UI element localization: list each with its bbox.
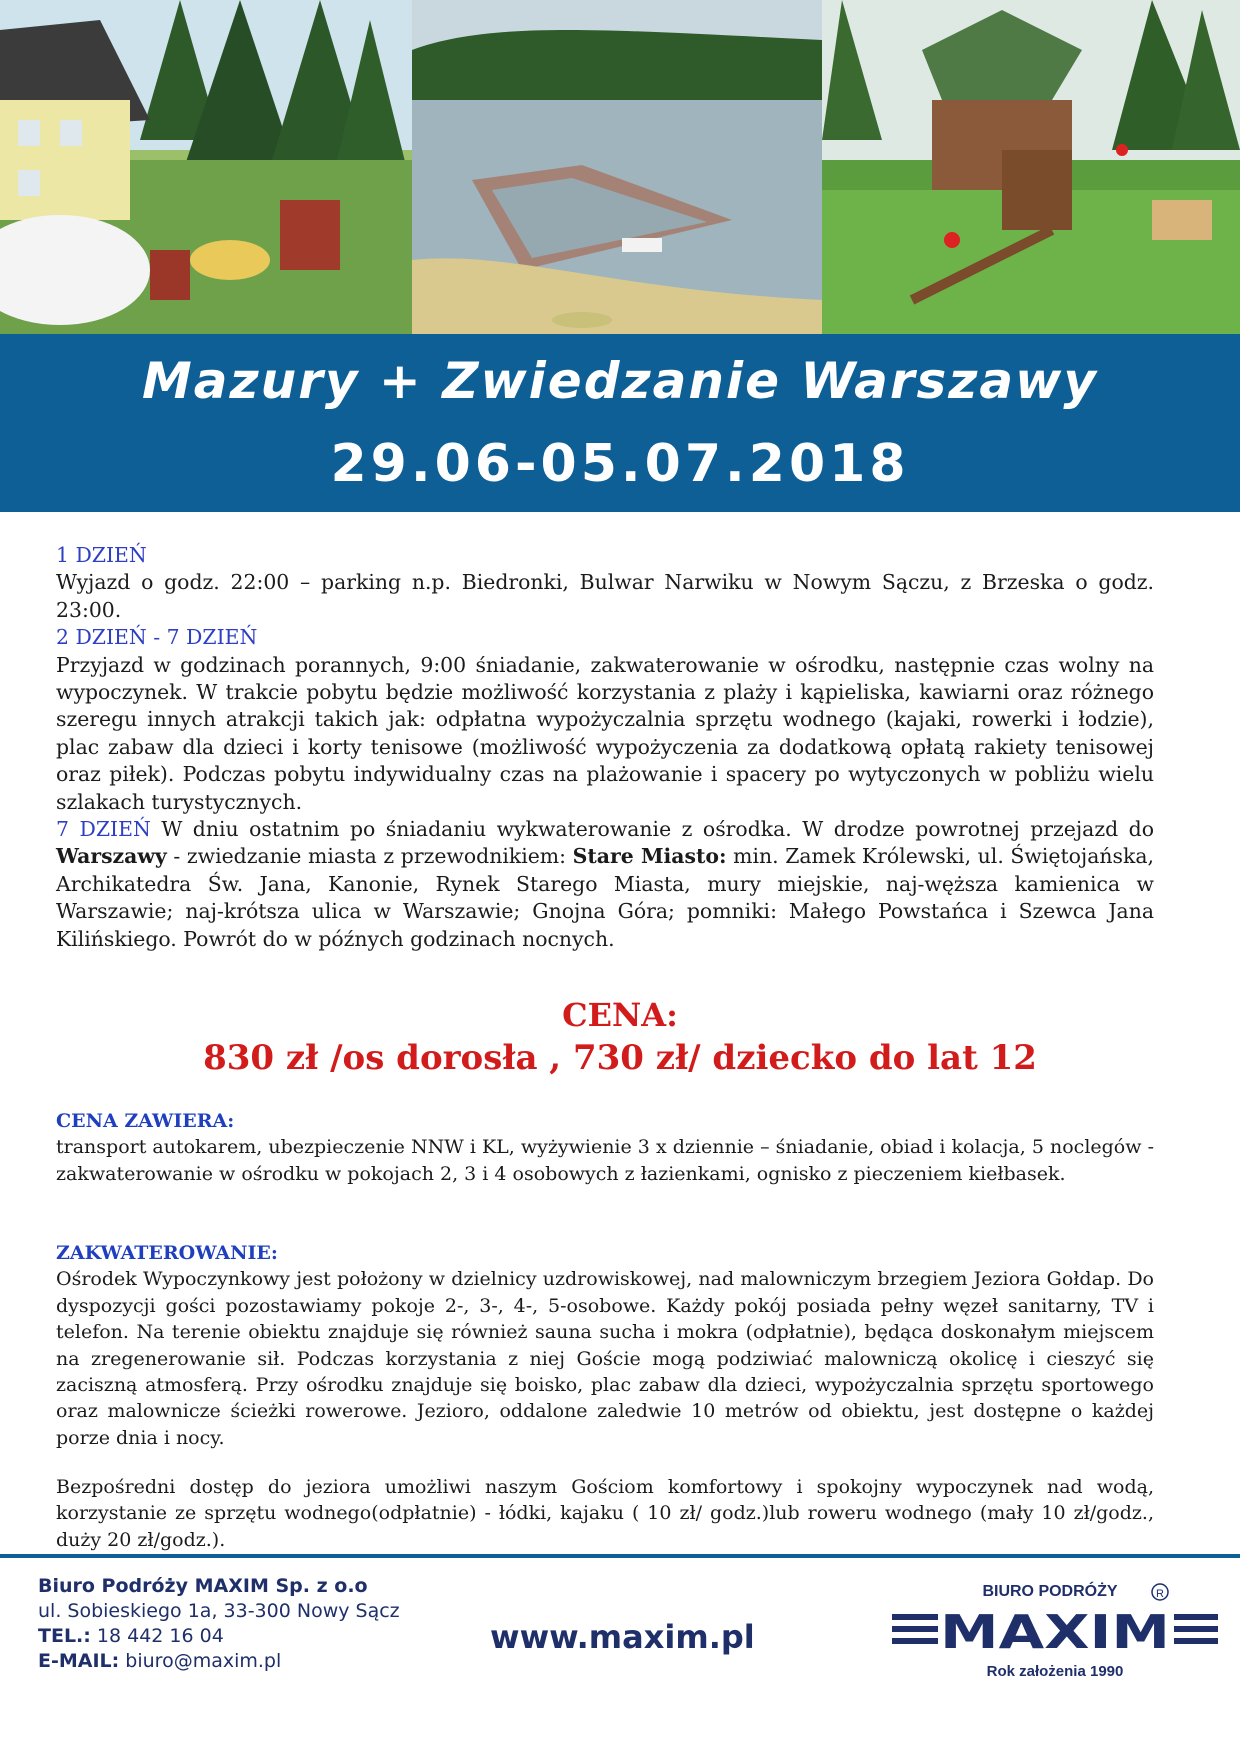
lake-section [56,1474,1154,1553]
price-values: 830 zł /os dorosła , 730 zł/ dziecko do lat 12 [203,1038,1037,1078]
day2-text: Przyjazd w godzinach porannych, 9:00 śniadanie, zakwaterowanie w ośrodku, następnie czas wolny na wypoczynek. W trakcie pobytu będzie możliwość korzystania z plaży i kąpieliska, kawiarni oraz różnego szeregu innych atrakcji takich jak: odpłatna wypożyczalnia sprzętu wodnego (kajaki, rowerki i łodzie), plac zabaw dla dzieci i korty tenisowe (możliwość wypożyczenia za dodatkową opłatą rakiety tenisowej oraz piłek). Podczas pobytu indywidualny czas na plażowanie i spacery po wytyczonych w pobliżu wielu szlakach turystycznych. [56,652,1154,814]
logo-bottom-text: Rok założenia 1990 [986,1663,1124,1680]
email-label: E-MAIL: [38,1650,120,1672]
day7-old-town: Stare Miasto: [572,844,727,869]
day7-text-c: min. Zamek Królewski, ul. Świętojańska, Archikatedra Św. Jana, Kanonie, Rynek Starego Miasta, mury miejskie, naj-węższa kamienica w Warszawie; naj-krótsza ulica w Warszawie; Gnojna Góra; pomniki: Małego Powstańca i Szewca Jana Kilińskiego. Powrót do w późnych godzinach nocnych. [56,844,1154,951]
lake-text: Bezpośredni dostęp do jeziora umożliwi naszym Gościom komfortowy i spokojny wypoczynek nad wodą, korzystanie ze sprzętu wodnego(odpłatnie) - łódki, kajaku ( 10 zł/ godz.)lub roweru wodnego (mały 10 zł/godz., duży 20 zł/godz.). [56,1476,1154,1551]
trip-dates: 29.06-05.07.2018 [330,434,910,494]
speed-lines-right [1174,1614,1218,1644]
footer-divider [0,1554,1240,1558]
includes-text: transport autokarem, ubezpieczenie NNW i KL, wyżywienie 3 x dziennie – śniadanie, obiad i kolacja, 5 noclegów - zakwaterowanie w ośrodku w pokojach 2, 3 i 4 osobowych z łazienkami, ognisko z pieczeniem kiełbasek. [56,1136,1154,1185]
day7-text-b: - zwiedzanie miasta z przewodnikiem: [166,844,573,869]
page-title: Mazury + Zwiedzanie Warszawy [142,352,1098,410]
accommodation-heading: ZAKWATEROWANIE: [56,1242,278,1264]
logo-name-text: MAXIM [940,1605,1170,1659]
logo-top-text: BIURO PODRÓŻY [982,1583,1118,1600]
day7-heading: 7 DZIEŃ [56,817,151,842]
title-banner [0,334,1240,512]
day7-paragraph [56,816,1154,953]
includes-section [56,1108,1154,1187]
website-link[interactable]: www.maxim.pl [490,1618,755,1656]
lake-pier-photo [412,0,822,334]
footer-contact [38,1574,400,1674]
company-phone [38,1624,400,1649]
speed-lines-left [892,1614,938,1644]
accommodation-section [56,1240,1154,1451]
day1-text: Wyjazd o godz. 22:00 – parking n.p. Biedronki, Bulwar Narwiku w Nowym Sączu, z Brzeska o godz. 23:00. [56,570,1154,622]
accommodation-text: Ośrodek Wypoczynkowy jest położony w dzielnicy uzdrowiskowej, nad malowniczym brzegiem Jeziora Gołdap. Do dyspozycji gości pozostawiamy pokoje 2-, 3-, 4-, 5-osobowe. Każdy pokój posiada pełny węzeł sanitarny, TV i telefon. Na terenie obiektu znajduje się również sauna sucha i mokra (odpłatnie), będąca doskonałym miejscem na zregenerowanie sił. Podczas korzystania z niej Goście mogą podziwiać malowniczą okolicę i cieszyć się zaciszną atmosferą. Przy ośrodku znajduje się boisko, plac zabaw dla dzieci, wypożyczalnia sprzętu sportowego oraz malownicze ścieżki rowerowe. Jezioro, oddalone zaledwie 10 metrów od obiektu, jest dostępne o każdej porze dnia i nocy. [56,1268,1154,1449]
maxim-logo [890,1578,1220,1688]
phone-label: TEL.: [38,1625,91,1647]
day2-heading: 2 DZIEŃ - 7 DZIEŃ [56,625,258,650]
logo-reg-text: R [1156,1588,1164,1600]
day7-warsaw: Warszawy [56,844,167,869]
itinerary-section [56,542,1154,953]
resort-house-photo [0,0,412,334]
email-address[interactable]: biuro@maxim.pl [119,1650,282,1672]
company-email [38,1649,400,1674]
day7-text-a: W dniu ostatnim po śniadaniu wykwaterowanie z ośrodka. W drodze powrotnej przejazd do [150,817,1154,842]
includes-heading: CENA ZAWIERA: [56,1110,235,1132]
day1-heading: 1 DZIEŃ [56,543,147,567]
playground-gazebo-photo [822,0,1240,334]
company-name: Biuro Podróży MAXIM Sp. z o.o [38,1575,368,1597]
price-label: CENA: [562,996,678,1034]
photo-strip [0,0,1240,334]
phone-number[interactable]: 18 442 16 04 [90,1625,224,1647]
company-address: ul. Sobieskiego 1a, 33-300 Nowy Sącz [38,1600,400,1622]
